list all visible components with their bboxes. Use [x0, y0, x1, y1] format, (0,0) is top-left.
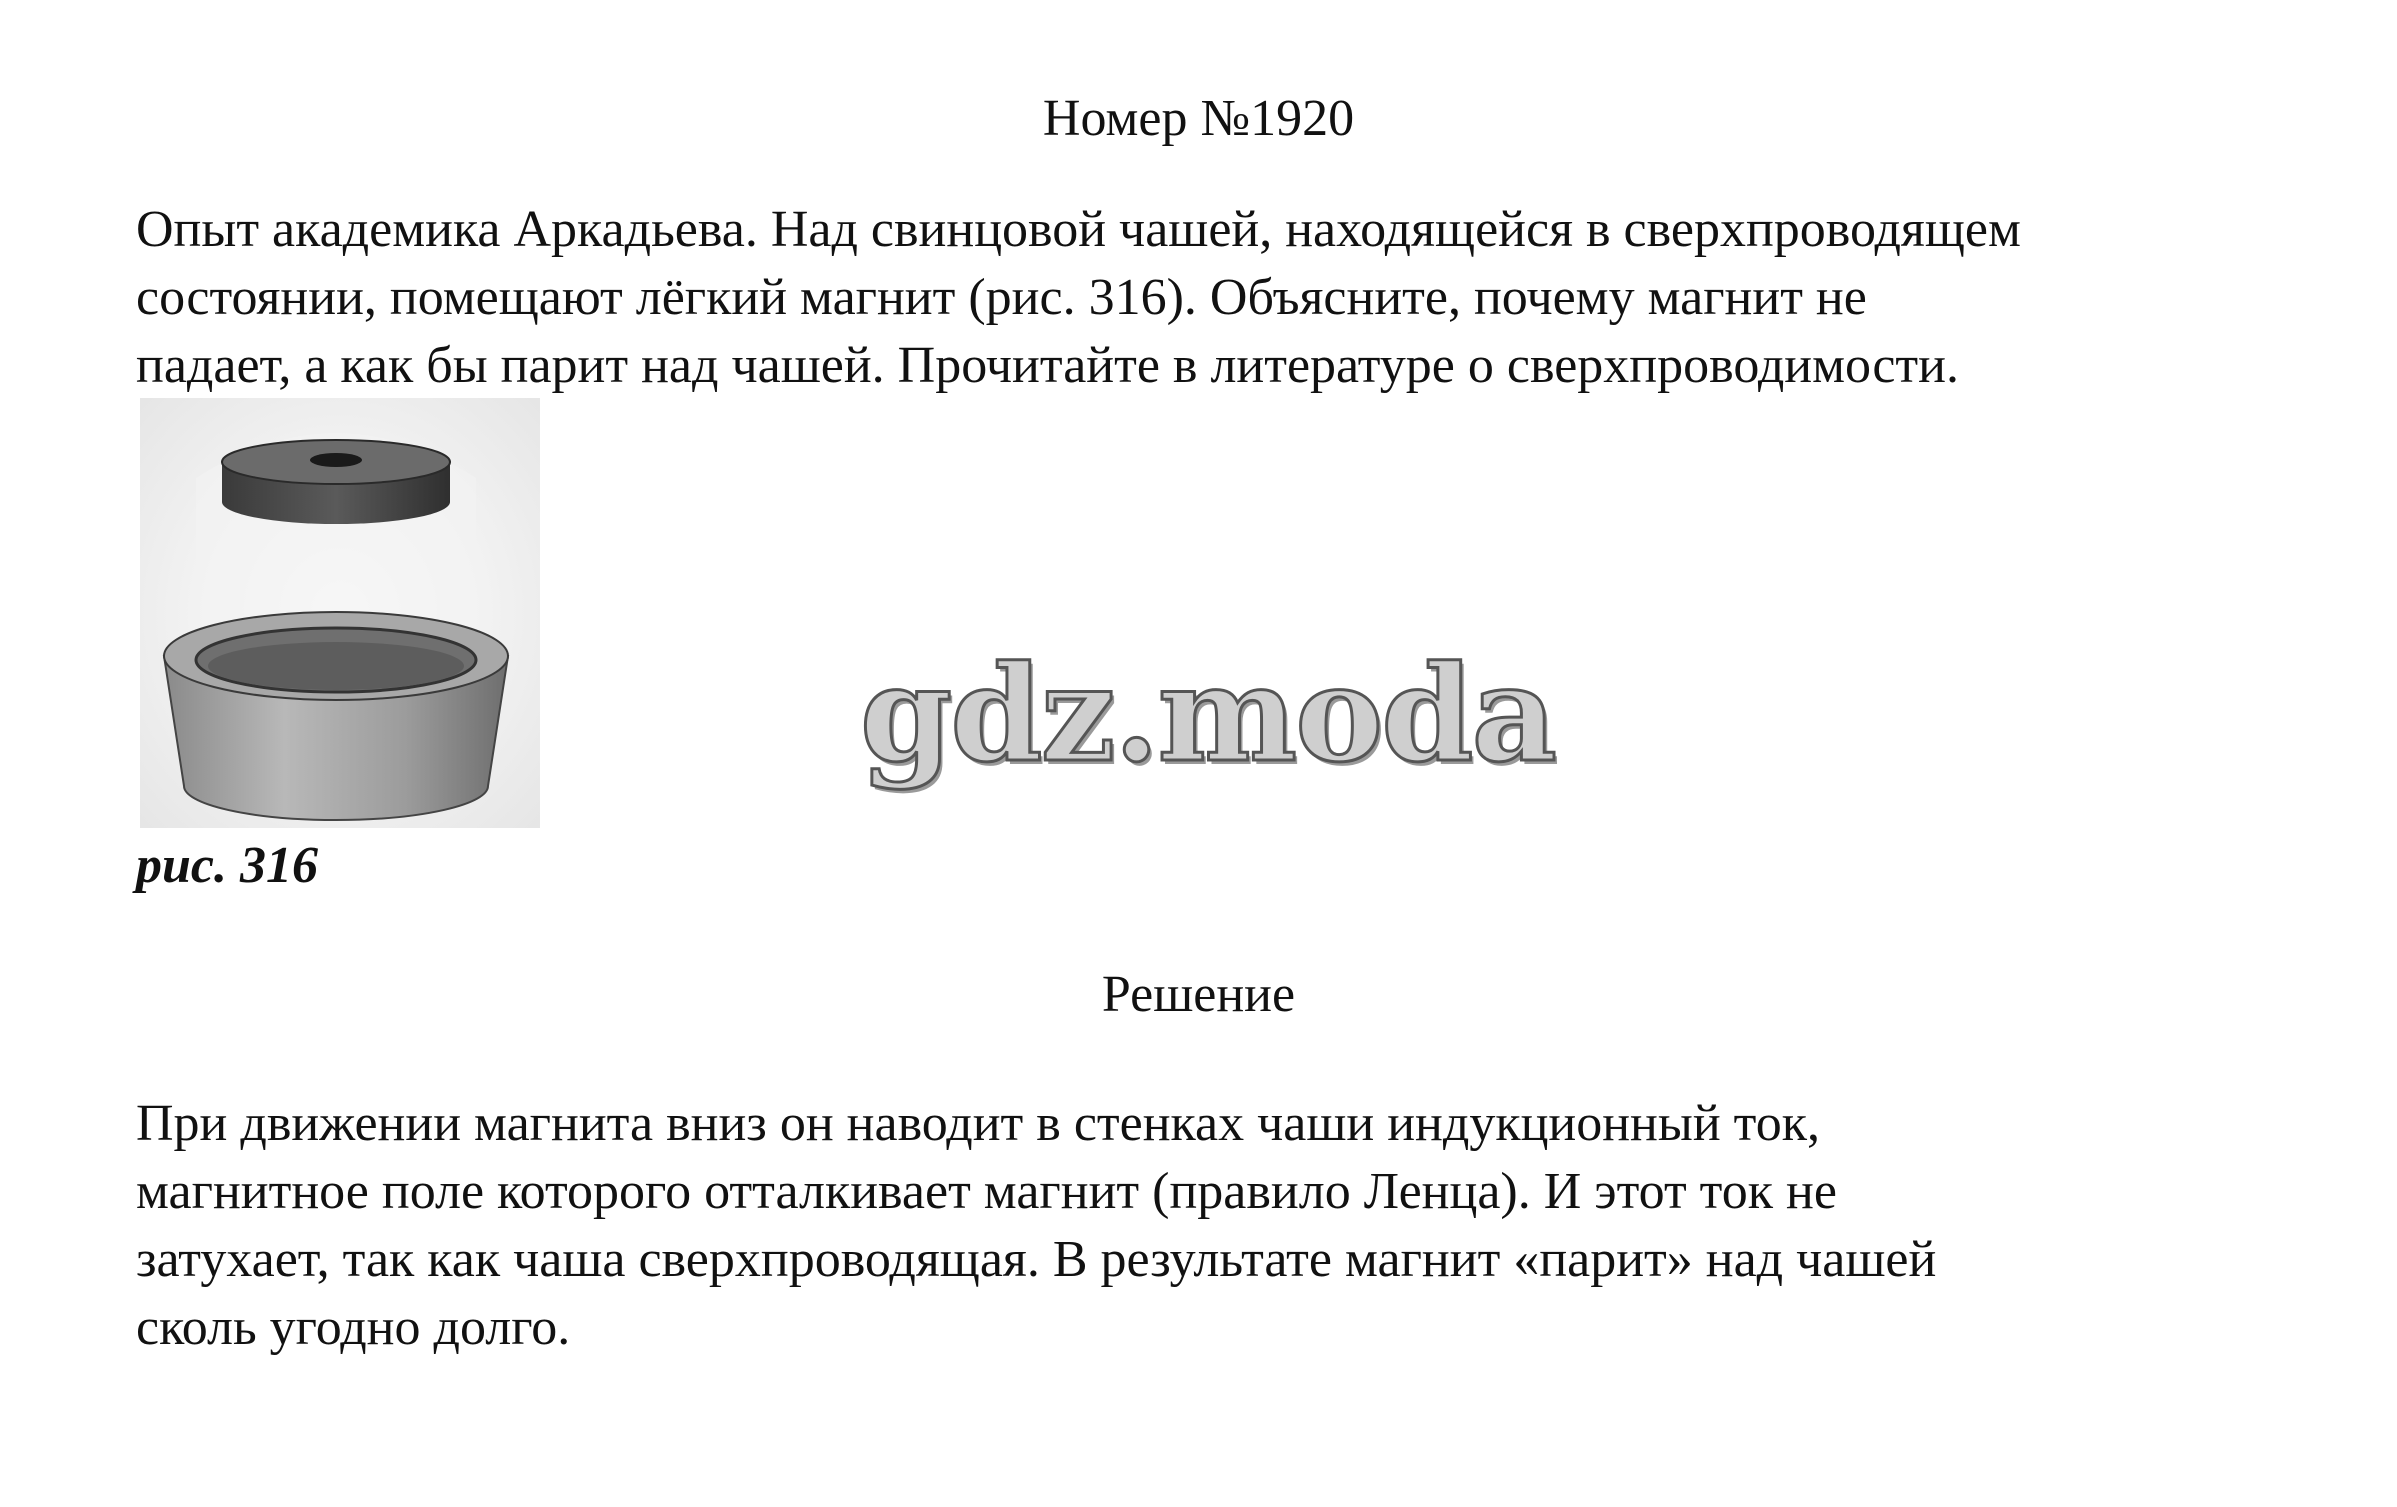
solution-heading: Решение: [1101, 966, 1296, 1023]
magnet-over-bowl-illustration: [136, 398, 546, 836]
figure-caption: рис. 316: [136, 837, 318, 894]
watermark: gdz.moda: [860, 637, 1556, 792]
page-title: Номер №1920: [1042, 90, 1355, 147]
solution-text: При движении магнита вниз он наводит в стенках чаши индукционный ток, магнитное поле которого отталкивает магнит (правило Ленца). И этот ток не затухает, так как чаша сверхпроводящая. В результате магнит «парит» над чашей сколь угодно долго.: [136, 1095, 1937, 1356]
lead-bowl: [164, 612, 508, 820]
figure-levitating-magnet: [136, 398, 546, 836]
ring-magnet: [222, 440, 450, 524]
problem-text: Опыт академика Аркадьева. Над свинцовой чашей, находящейся в сверхпроводящем состоянии, помещают лёгкий магнит (рис. 316). Объясните, почему магнит не падает, а как бы парит над чашей. Прочитайте в литературе о сверхпроводимости.: [136, 201, 2021, 394]
